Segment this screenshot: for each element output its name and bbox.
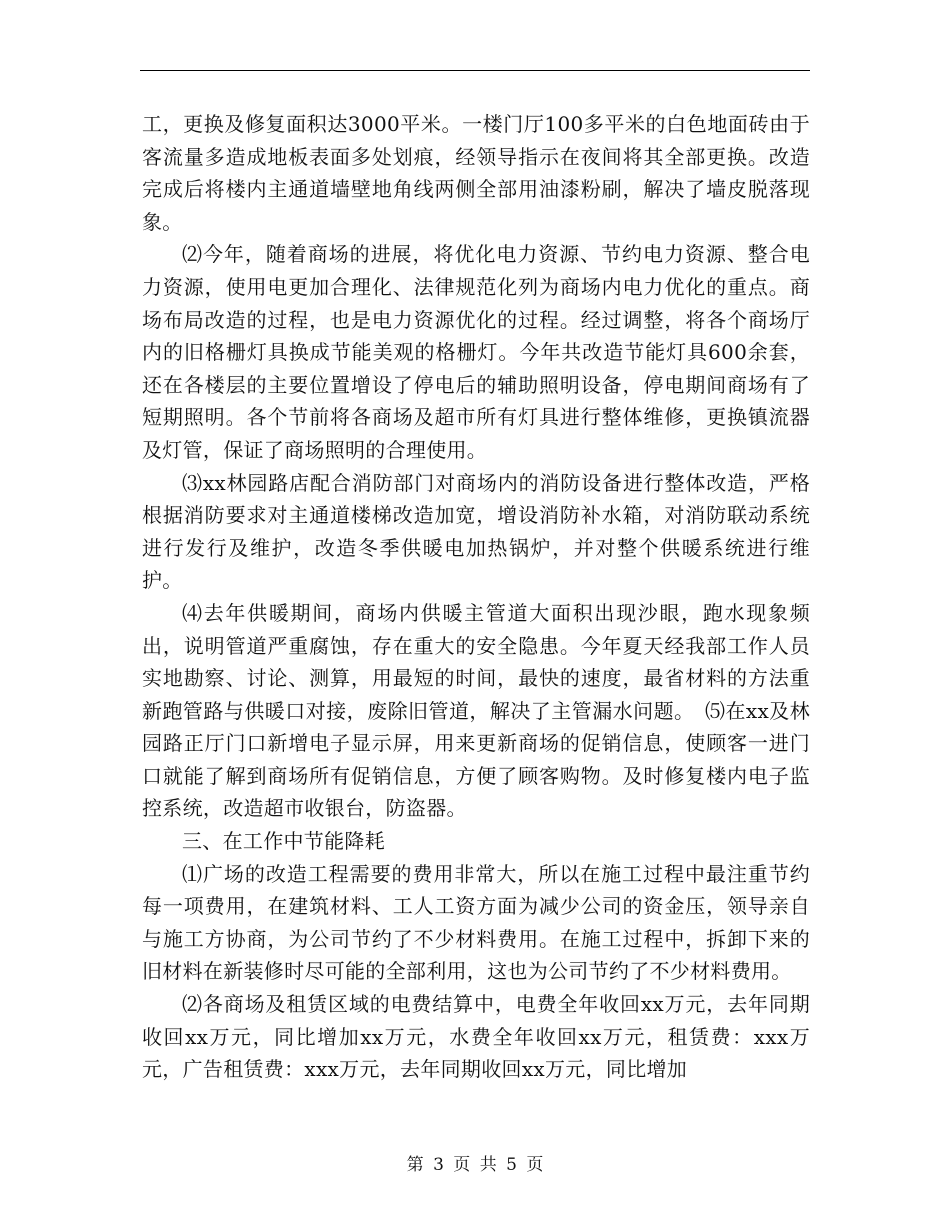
paragraph-4: ⑷去年供暖期间，商场内供暖主管道大面积出现沙眼，跑水现象频出，说明管道严重腐蚀，存在重大的安全隐患。今年夏天经我部工作人员实地勘察、讨论、测算，用最短的时间，最快的速度，最省材料的方法重新跑管路与供暖口对接，废除旧管道，解决了主管漏水问题。 ⑸在xx及林园路正厅门口新增电子显示屏，用来更新商场的促销信息，使顾客一进门口就能了解到商场所有促销信息，方便了顾客购物。及时修复楼内电子监控系统，改造超市收银台，防盗器。 — [142, 600, 810, 821]
document-body — [142, 108, 810, 1086]
paragraph-2: ⑵今年，随着商场的进展，将优化电力资源、节约电力资源、整合电力资源，使用电更加合理化、法律规范化列为商场内电力优化的重点。商场布局改造的过程，也是电力资源优化的过程。经过调整，将各个商场厅内的旧格栅灯具换成节能美观的格栅灯。今年共改造节能灯具600余套，还在各楼层的主要位置增设了停电后的辅助照明设备，停电期间商场有了短期照明。各个节前将各商场及超市所有灯具进行整体维修，更换镇流器及灯管，保证了商场照明的合理使用。 — [142, 242, 810, 462]
header-rule — [140, 70, 810, 71]
paragraph-3: ⑶xx林园路店配合消防部门对商场内的消防设备进行整体改造，严格根据消防要求对主通道楼梯改造加宽，增设消防补水箱，对消防联动系统进行发行及维护，改造冬季供暖电加热锅炉，并对整个供暖系统进行维护。 — [142, 470, 810, 593]
section-heading: 三、在工作中节能降耗 — [182, 829, 385, 854]
paragraph-1: 工，更换及修复面积达3000平米。一楼门厅100多平米的白色地面砖由于客流量多造成地板表面多处划痕，经领导指示在夜间将其全部更换。改造完成后将楼内主通道墙壁地角线两侧全部用油漆粉刷，解决了墙皮脱落现象。 — [142, 112, 810, 234]
page-number: 第 3 页 共 5 页 — [406, 1155, 544, 1175]
paragraph-5: ⑴广场的改造工程需要的费用非常大，所以在施工过程中最注重节约每一项费用，在建筑材料、工人工资方面为减少公司的资金压，领导亲自与施工方协商，为公司节约了不少材料费用。在施工过程中，拆卸下来的旧材料在新装修时尽可能的全部利用，这也为公司节约了不少材料费用。 — [142, 861, 810, 984]
paragraph-6: ⑵各商场及租赁区域的电费结算中，电费全年收回xx万元，去年同期收回xx万元，同比增加xx万元，水费全年收回xx万元，租赁费：xxx万元，广告租赁费：xxx万元，去年同期收回xx万元，同比增加 — [142, 992, 810, 1082]
